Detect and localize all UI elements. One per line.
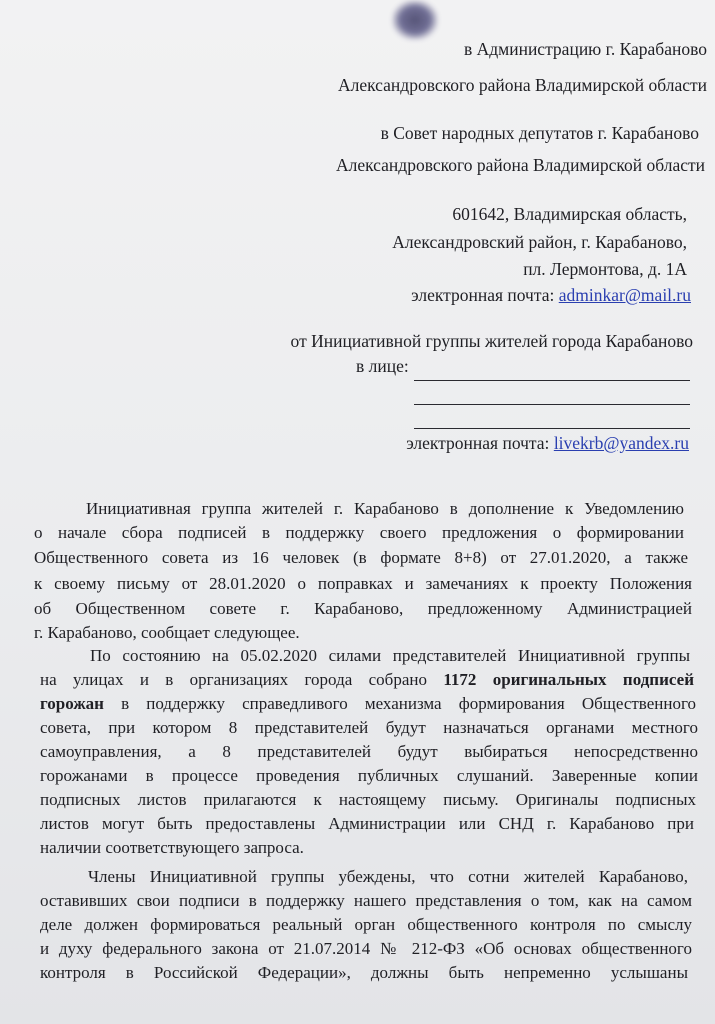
paragraph3-line: оставивших свои подписи в поддержку нашего представления о том, как на самом	[40, 891, 692, 910]
citizens-bold: горожан	[40, 694, 104, 713]
sender-line1: от Инициативной группы жителей города Карабаново	[290, 331, 693, 351]
sender-email-row	[406, 432, 689, 454]
signature-blank-line-1	[414, 380, 690, 381]
sender-in-person-label: в лице:	[356, 356, 409, 376]
paragraph2-line: горожанами в процессе проведения публичных слушаний. Заверенные копии	[40, 766, 698, 785]
paragraph3-line: деле должен формироваться реальный орган общественного контроля по смыслу	[40, 915, 692, 934]
paragraph2-line: По состоянию на 05.02.2020 силами представителей Инициативной группы	[90, 646, 690, 665]
paragraph3-line: Члены Инициативной группы убеждены, что сотни жителей Карабаново,	[88, 867, 688, 886]
paragraph2-text: в поддержку справедливого механизма формирования Общественного	[121, 694, 697, 713]
sender-email-link[interactable]: livekrb@yandex.ru	[553, 433, 689, 453]
paragraph2-line: подписных листов прилагаются к настоящему письму. Оригиналы подписных	[40, 790, 696, 809]
paragraph2-line	[40, 693, 696, 715]
paragraph2-line: совета, при котором 8 представителей будут назначаться органами местного	[40, 718, 698, 737]
paragraph2-line: наличии соответствующего запроса.	[40, 838, 304, 857]
signature-count-bold: 1172 оригинальных подписей	[443, 670, 694, 689]
paragraph1-line: о начале сбора подписей в поддержку своего предложения о формировании	[34, 523, 684, 542]
address-email-label: электронная почта:	[411, 285, 555, 305]
paragraph1-line: г. Карабаново, сообщает следующее.	[34, 623, 300, 642]
signature-blank-line-3	[414, 428, 690, 429]
address-line1: 601642, Владимирская область,	[452, 204, 687, 224]
signature-blank-line-2	[414, 404, 690, 405]
recipient1-line1: в Администрацию г. Карабаново	[463, 39, 707, 59]
paragraph1-line: Инициативная группа жителей г. Карабаново в дополнение к Уведомлению	[86, 499, 684, 518]
paragraph2-line	[40, 669, 694, 691]
paragraph2-line: самоуправления, а 8 представителей будут выбираться непосредственно	[40, 742, 698, 761]
recipient1-line2: Александровского района Владимирской области	[337, 75, 707, 95]
address-line3: пл. Лермонтова, д. 1А	[523, 259, 687, 279]
ink-blot	[392, 0, 438, 40]
paragraph3-line: и духу федерального закона от 21.07.2014 № 212-ФЗ «Об основах общественного	[40, 939, 692, 958]
paragraph2-text: на улицах и в организациях города собрано	[40, 670, 427, 689]
recipient2-line2: Александровского района Владимирской области	[335, 155, 705, 175]
paragraph1-line: к своему письму от 28.01.2020 о поправках и замечаниях к проекту Положения	[34, 574, 692, 593]
sender-email-label: электронная почта:	[406, 433, 550, 453]
address-line2: Александровский район, г. Карабаново,	[392, 232, 687, 252]
paragraph1-line: Общественного совета из 16 человек (в формате 8+8) от 27.01.2020, а также	[34, 548, 688, 567]
paragraph3-line: контроля в Российской Федерации», должны быть непременно услышаны	[40, 963, 688, 982]
paragraph1-line: об Общественном совете г. Карабаново, предложенному Администрацией	[34, 599, 692, 618]
address-email-row	[411, 284, 691, 306]
recipient2-line1: в Совет народных депутатов г. Карабаново	[380, 123, 699, 143]
paragraph2-line: листов могут быть предоставлены Администрации или СНД г. Карабаново при	[40, 814, 694, 833]
address-email-link[interactable]: adminkar@mail.ru	[558, 285, 691, 305]
